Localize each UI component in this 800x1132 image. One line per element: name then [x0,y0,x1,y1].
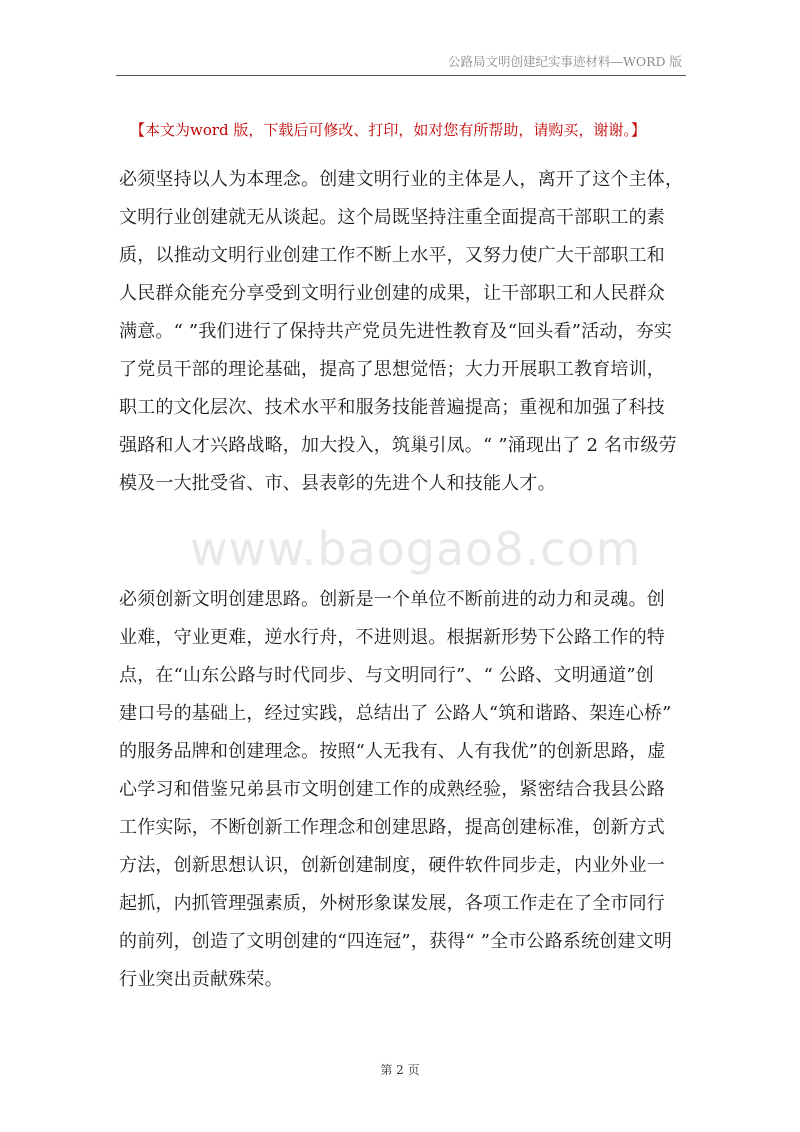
paragraph-line: 心学习和借鉴兄弟县市文明创建工作的成熟经验，紧密结合我县公路 [119,779,665,800]
paragraph-line: 职工的文化层次、技术水平和服务技能普遍提高；重视和加强了科技 [119,397,665,418]
paragraph-line: 质，以推动文明行业创建工作不断上水平，又努力使广大干部职工和 [119,245,665,266]
paragraph-line: 起抓，内抓管理强素质，外树形象谋发展，各项工作走在了全市同行 [119,893,665,914]
page-number: 第 2 页 [380,1063,420,1077]
purchase-notice: 【本文为word 版，下载后可修改、打印，如对您有所帮助，请购买，谢谢。】 [130,121,646,139]
paragraph-line: 的服务品牌和创建理念。按照“人无我有、人有我优”的创新思路，虚 [119,741,666,762]
paragraph-line: 了党员干部的理论基础，提高了思想觉悟；大力开展职工教育培训， [119,359,665,380]
paragraph-line: 人民群众能充分享受到文明行业创建的成果，让干部职工和人民群众 [119,283,665,304]
paragraph-line: 方法，创新思想认识，创新创建制度，硬件软件同步走，内业外业一 [119,855,665,876]
paragraph-line: 模及一大批受省、市、县表彰的先进个人和技能人才。 [119,473,556,494]
body-paragraph [119,161,699,503]
paragraph-line: 满意。“ ”我们进行了保持共产党员先进性教育及“回头看”活动，夯实 [119,321,673,342]
header-divider [116,75,686,76]
page-header-title: 公路局文明创建纪实事迹材料—WORD 版 [447,54,682,69]
paragraph-line: 强路和人才兴路战略，加大投入，筑巢引凤。“ ”涌现出了 2 名市级劳 [119,435,677,456]
paragraph-line: 业难，守业更难，逆水行舟，不进则退。根据新形势下公路工作的特 [119,627,665,648]
paragraph-line: 必须创新文明创建思路。创新是一个单位不断前进的动力和灵魂。创 [119,589,665,610]
paragraph-line: 必须坚持以人为本理念。创建文明行业的主体是人，离开了这个主体， [119,169,684,190]
paragraph-line: 工作实际，不断创新工作理念和创建思路，提高创建标准，创新方式 [119,817,665,838]
watermark-text: www.baogao8.com [190,522,642,576]
paragraph-line: 文明行业创建就无从谈起。这个局既坚持注重全面提高干部职工的素 [119,207,665,228]
paragraph-line: 建口号的基础上，经过实践，总结出了 公路人“筑和谐路、架连心桥” [119,703,672,724]
paragraph-line: 的前列，创造了文明创建的“四连冠”，获得“ ”全市公路系统创建文明 [119,931,673,952]
paragraph-line: 点，在“山东公路与时代同步、与文明同行”、“ 公路、文明通道”创 [119,665,654,686]
body-paragraph [119,581,699,999]
paragraph-line: 行业突出贡献殊荣。 [119,969,283,990]
